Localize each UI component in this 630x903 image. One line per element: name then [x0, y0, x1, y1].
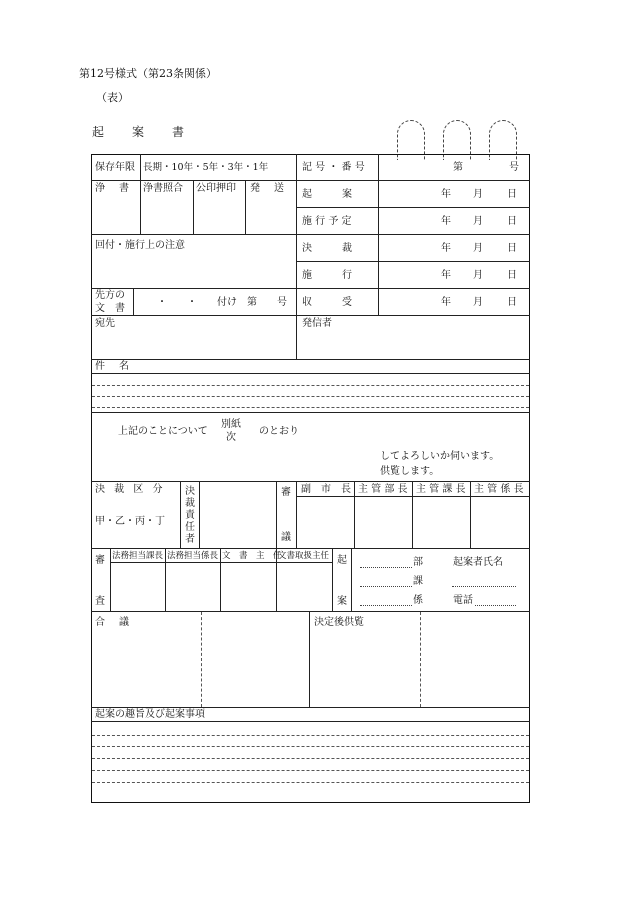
josho-label: 浄 書: [95, 183, 131, 194]
dash-shushi-2: [92, 746, 529, 747]
shingi-2: 議: [281, 532, 291, 543]
shiko-yotei-label: 施 行 予 定: [302, 216, 352, 227]
vline-ap6: [412, 481, 413, 548]
vline-sh5: [332, 548, 333, 611]
kenmei-label: 件 名: [95, 361, 131, 372]
go-label: 号: [509, 162, 519, 173]
sakigata-label-2: 文 書: [95, 303, 125, 314]
page-title: 起 案 書: [92, 125, 193, 139]
shinsa-1: 審: [95, 555, 105, 566]
gatsu: 月: [473, 297, 483, 308]
vline-ap3: [276, 481, 277, 548]
vline-ap5: [354, 481, 355, 548]
line-row3b: [91, 288, 530, 289]
ukagai-text: してよろしいか伺います。: [380, 451, 500, 462]
nichi: 日: [507, 216, 517, 227]
shinsa-col-4: 文書取扱主任: [278, 551, 330, 561]
role-fukushicho: 副 市 長: [301, 484, 351, 495]
vline-aigi: [309, 611, 310, 707]
vline-b: [193, 180, 194, 234]
line-aigi-top: [91, 611, 530, 612]
nen: 年: [441, 270, 451, 281]
shiko-label: 施 行: [302, 270, 352, 281]
dash-aigi-2: [420, 612, 421, 707]
line-shinsa-top: [91, 548, 530, 549]
vline-c: [245, 180, 246, 234]
line-kenmei: [91, 373, 530, 374]
vline-sh2: [165, 548, 166, 611]
dash-shushi-5: [92, 782, 529, 783]
kessai-kubun-options[interactable]: 甲・乙・丙・丁: [95, 516, 165, 527]
vline-sh1: [110, 548, 111, 611]
vline-mid: [296, 154, 297, 359]
vline-sh3: [220, 548, 221, 611]
nichi: 日: [507, 270, 517, 281]
line-shushi-top: [91, 707, 530, 708]
hasso-label: 発 送: [250, 183, 286, 194]
dash-kenmei-2: [92, 396, 529, 397]
line-row3a: [296, 261, 530, 262]
kiansha-field[interactable]: [452, 586, 516, 587]
josho-shogo-label: 浄書照合: [143, 183, 183, 194]
gatsu: 月: [473, 270, 483, 281]
vline-ap4: [296, 481, 297, 548]
shingi-1: 審: [281, 487, 291, 498]
ka-field[interactable]: [360, 586, 412, 587]
koin-label: 公印押印: [196, 183, 236, 194]
kakari-field[interactable]: [360, 605, 412, 606]
bu-field[interactable]: [360, 567, 412, 568]
dash-aigi-1: [201, 612, 202, 707]
sekininsha-3: 責: [185, 510, 195, 521]
kakari-label: 係: [413, 595, 423, 606]
line-approval-top: [91, 481, 530, 482]
kian-label: 起 案: [302, 189, 352, 200]
dai-label: 第: [453, 162, 463, 173]
kessai-label: 決 裁: [302, 243, 352, 254]
ka-label: 課: [413, 576, 423, 587]
kigo-label: 記 号 ・ 番 号: [302, 162, 365, 173]
hasshinsha-label: 発信者: [302, 318, 332, 329]
nen: 年: [441, 189, 451, 200]
line-shushi-header: [91, 721, 530, 722]
nichi: 日: [507, 243, 517, 254]
bu-label: 部: [413, 557, 423, 568]
notoori-text: のとおり: [259, 426, 299, 437]
sakigata-fields[interactable]: ・ ・ 付け 第 号: [157, 297, 287, 308]
hozon-label: 保存年限: [95, 162, 135, 173]
line-row4: [91, 315, 530, 316]
vline-a: [140, 154, 141, 234]
kiansha-label: 起案者氏名: [453, 557, 503, 568]
line-body-top: [91, 412, 530, 413]
line-row5: [91, 359, 530, 360]
sakigata-label-1: 先方の: [95, 290, 125, 301]
gatsu: 月: [473, 189, 483, 200]
nen: 年: [441, 297, 451, 308]
dash-kenmei-3: [92, 407, 529, 408]
line-row2a: [296, 207, 530, 208]
nen: 年: [441, 243, 451, 254]
jujyu-label: 収 受: [302, 297, 352, 308]
shinsa-col-1: 法務担当課長: [112, 551, 164, 561]
vline-ap7: [470, 481, 471, 548]
kian-ki: 起: [337, 555, 347, 566]
hozon-options[interactable]: 長期・10年・5年・3年・1年: [143, 162, 269, 173]
line-roles: [296, 496, 530, 497]
tsugi-option[interactable]: 次: [226, 432, 236, 443]
role-shukan-bucho: 主 管 部 長: [358, 484, 408, 495]
vline-date: [378, 154, 379, 315]
sekininsha-4: 任: [185, 522, 195, 533]
shinsa-col-3: 文 書 主 任: [222, 551, 282, 561]
aigi-label: 合 議: [95, 617, 131, 628]
denwa-field[interactable]: [475, 605, 516, 606]
gatsu: 月: [473, 216, 483, 227]
sekininsha-5: 者: [185, 534, 195, 545]
kaifu-label: 回付・施行上の注意: [95, 240, 185, 251]
sekininsha-1: 決: [185, 486, 195, 497]
nichi: 日: [507, 297, 517, 308]
nen: 年: [441, 216, 451, 227]
dash-shushi-1: [92, 735, 529, 736]
line-row2b: [91, 234, 530, 235]
vline-sh6: [351, 548, 352, 611]
joki-text: 上記のことについて: [118, 426, 208, 437]
vline-ap1: [180, 481, 181, 548]
vline-sakigata: [133, 288, 134, 315]
denwa-label: 電話: [453, 595, 473, 606]
role-shukan-kakaricho: 主 管 係 長: [474, 484, 524, 495]
shinsa-col-2: 法務担当係長: [167, 551, 219, 561]
form-number: 第12号様式（第23条関係）: [79, 67, 217, 80]
line-row1: [91, 180, 530, 181]
kessai-kubun-label: 決 裁 区 分: [95, 484, 166, 495]
sekininsha-2: 裁: [185, 498, 195, 509]
dash-shushi-4: [92, 770, 529, 771]
shinsa-2: 査: [95, 596, 105, 607]
form-side: （表）: [96, 91, 129, 104]
kyoran-text: 供覧します。: [380, 466, 440, 477]
bessi-option[interactable]: 別紙: [221, 419, 241, 430]
vline-ap2: [199, 481, 200, 548]
shushi-label: 起案の趣旨及び起案事項: [95, 709, 205, 720]
kettei-go-label: 決定後供覧: [314, 617, 364, 628]
gatsu: 月: [473, 243, 483, 254]
kian-an: 案: [337, 596, 347, 607]
nichi: 日: [507, 189, 517, 200]
atesaki-label: 宛先: [95, 318, 115, 329]
dash-kenmei-1: [92, 385, 529, 386]
dash-shushi-3: [92, 758, 529, 759]
line-shinsa-header: [110, 562, 332, 563]
role-shukan-kacho: 主 管 課 長: [416, 484, 466, 495]
